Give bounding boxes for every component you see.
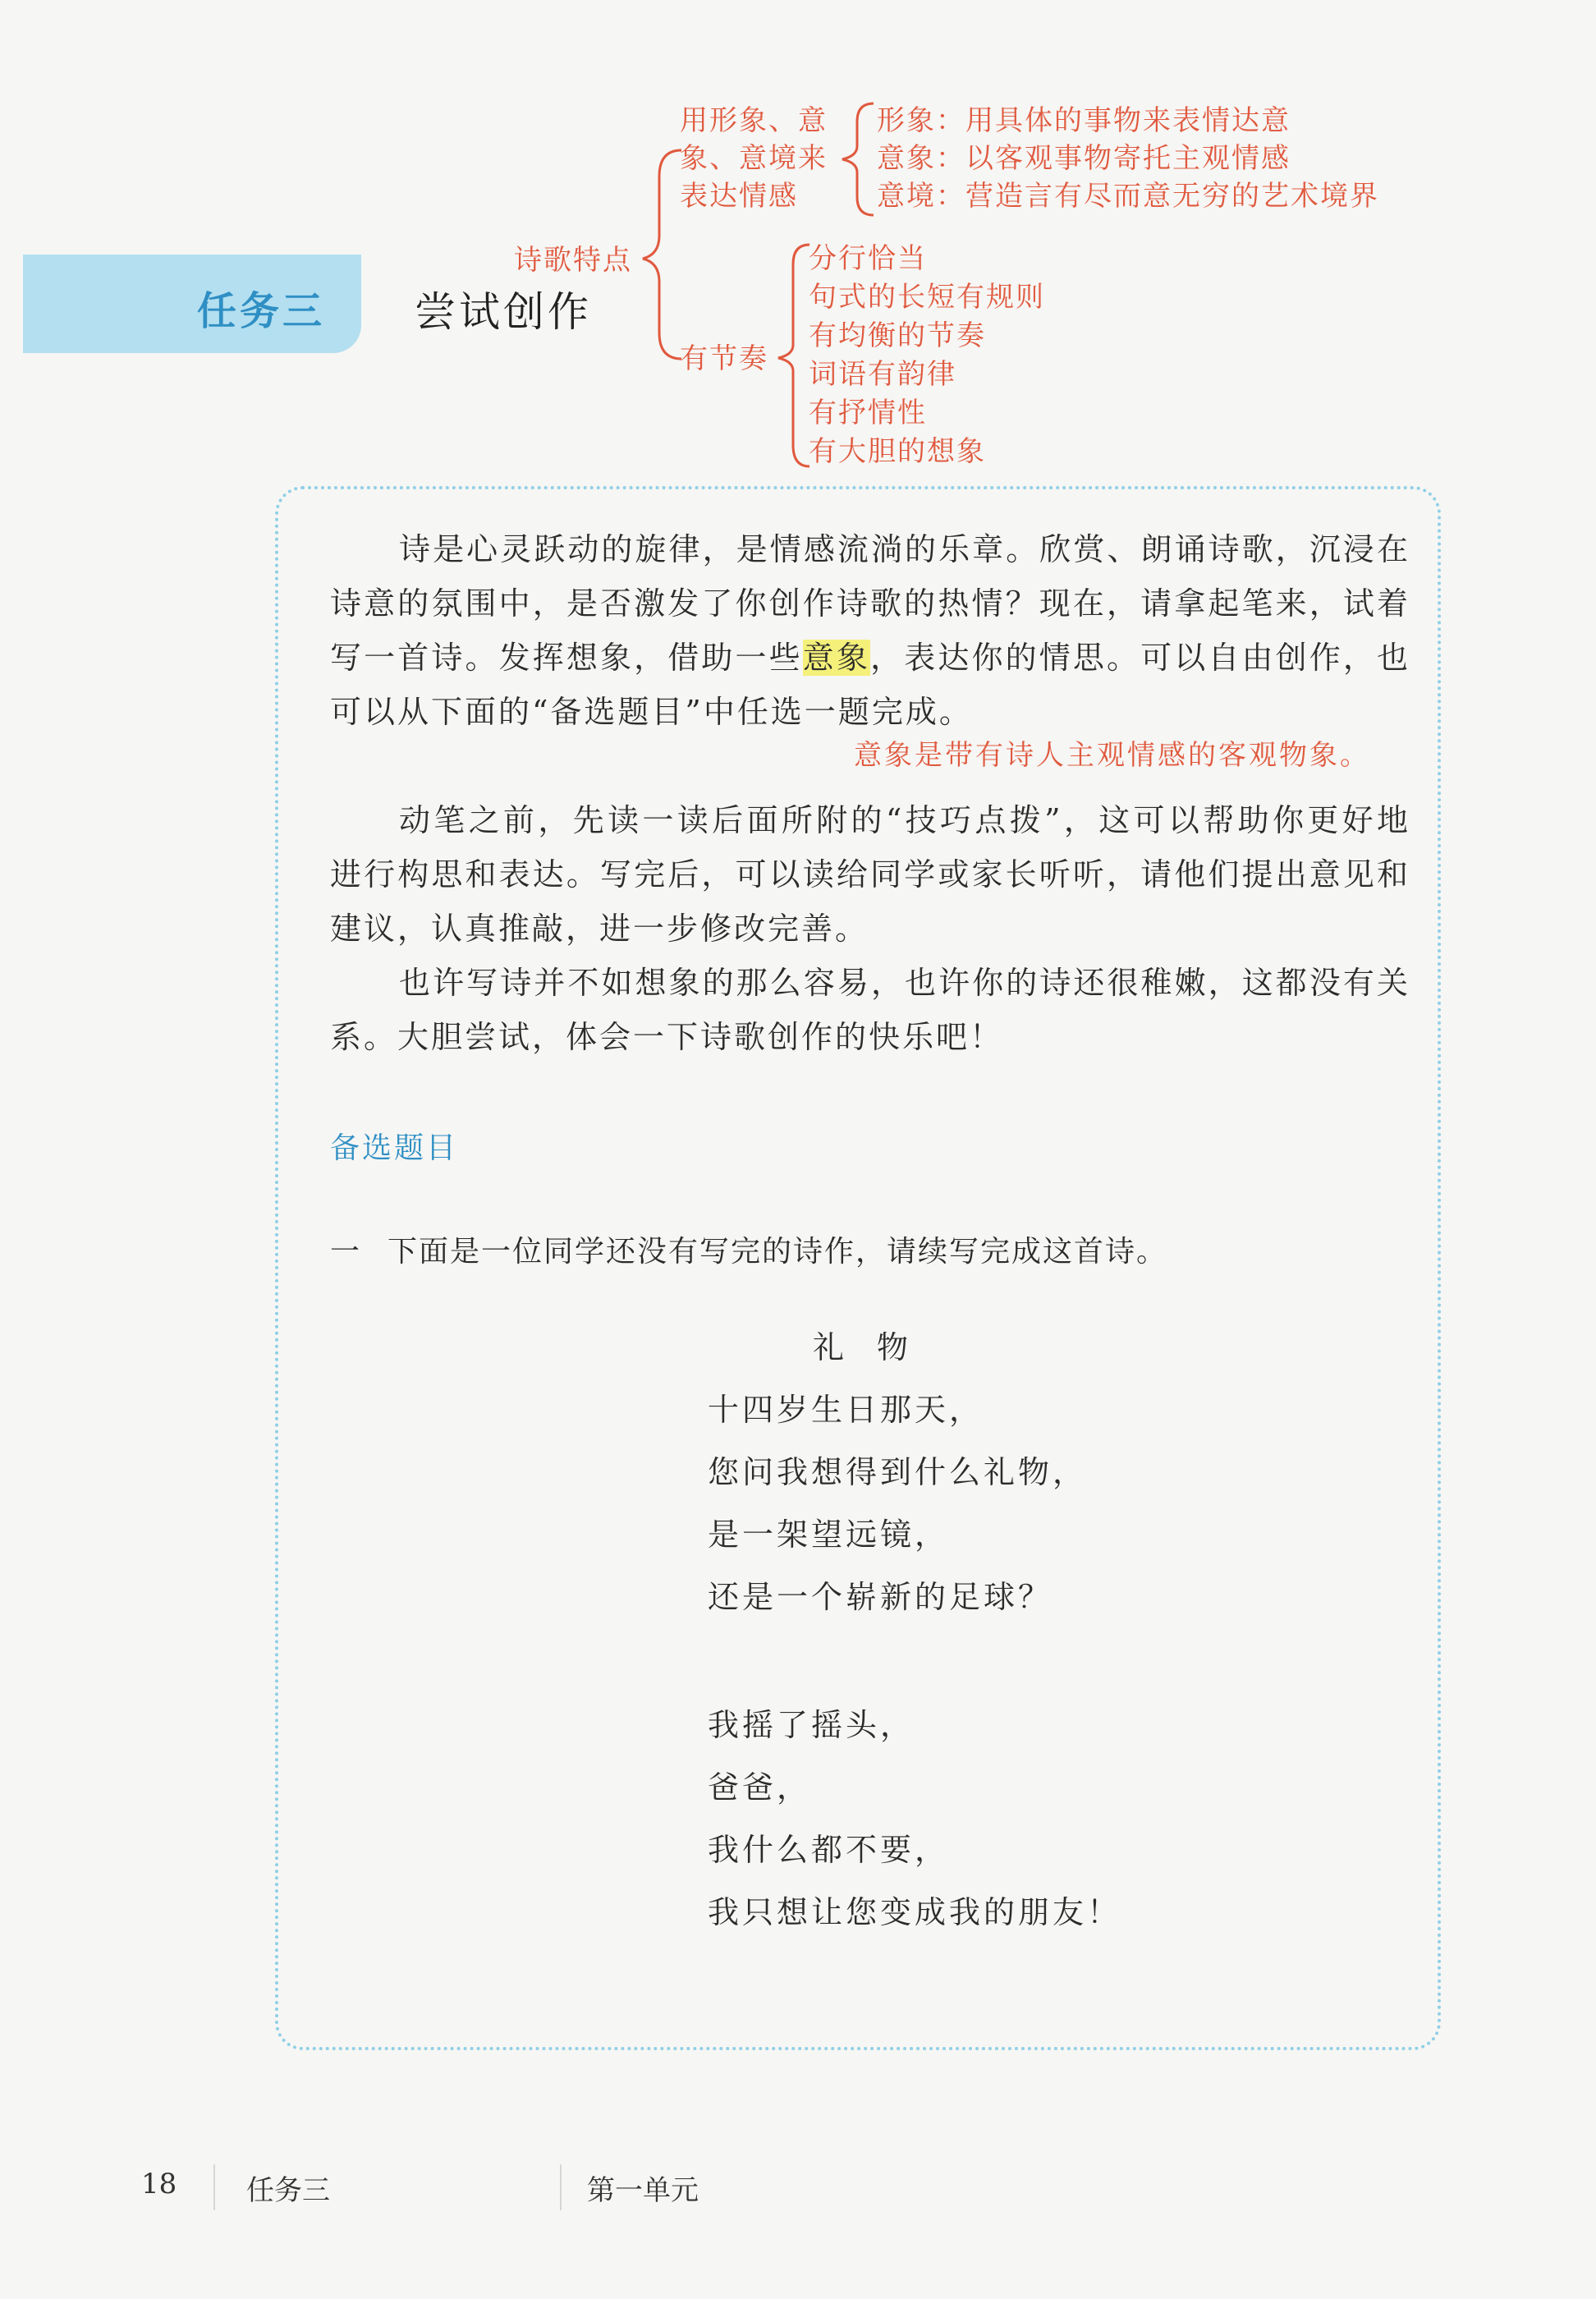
poem-line: 您问我想得到什么礼物， [708,1454,1088,1490]
question-text: 下面是一位同学还没有写完的诗作，请续写完成这首诗。 [388,1235,1168,1269]
annotation-branch1-line3: 表达情感 [680,180,798,213]
annotation-brace-root [636,144,686,365]
annotation-brace-branch2 [772,238,813,472]
footer-task: 任务三 [246,2174,330,2207]
poem-line: 还是一个崭新的足球？ [708,1579,1053,1615]
annotation-branch2-item6: 有大胆的想象 [809,435,986,468]
paragraph-encouragement: 也许写诗并不如想象的那么容易，也许你的诗还很稚嫩，这都没有关系。大胆尝试，体会一下诗歌创作的快乐吧！ [330,965,1410,1055]
poem-line: 是一架望远镜， [708,1517,950,1553]
annotation-branch2-item1: 分行恰当 [809,242,927,275]
footer-divider [213,2164,215,2210]
annotation-branch2-item2: 句式的长短有规则 [809,281,1045,314]
footer-divider [560,2164,562,2210]
page-number: 18 [141,2168,177,2200]
poem-line: 我只想让您变成我的朋友！ [708,1894,1122,1930]
task-title: 尝试创作 [415,288,592,336]
annotation-branch1-line1: 用形象、意 [680,104,828,137]
annotation-branch2-item4: 词语有韵律 [809,358,956,391]
annotation-branch2-item3: 有均衡的节奏 [809,319,986,352]
annotation-branch1-item3: 意境：营造言有尽而意无穷的艺术境界 [877,180,1379,213]
poem-line: 我什么都不要， [708,1832,950,1868]
annotation-branch2-item5: 有抒情性 [809,397,927,429]
paragraph-intro [330,522,1410,739]
annotation-branch1-line2: 象、意境来 [680,142,828,175]
poem-line: 我摇了摇头， [708,1707,915,1743]
highlighted-term: 意象 [802,640,871,676]
annotation-branch2: 有节奏 [680,342,768,375]
annotation-branch1-item2: 意象：以客观事物寄托主观情感 [877,142,1291,175]
annotation-branch1-item1: 形象：用具体的事物来表情达意 [877,104,1291,137]
poem-title: 礼物 [813,1329,942,1365]
paragraph-intro-part2: ，表达你的情思。可以自由创作，也可以从下面的“备选题目”中任选一题完成。 [330,640,1410,730]
annotation-brace-branch1 [836,97,877,220]
paragraph-before-writing: 动笔之前，先读一读后面所附的“技巧点拨”，这可以帮助你更好地进行构思和表达。写完后，可以读给同学或家长听听，请他们提出意见和建议，认真推敲，进一步修改完善。 [330,802,1410,947]
footer-unit: 第一单元 [587,2174,699,2207]
annotation-root: 诗歌特点 [514,244,632,277]
poem-line: 爸爸， [708,1769,812,1806]
section-heading: 备选题目 [330,1131,459,1165]
paragraph-intro-part1: 诗是心灵跃动的旋律，是情感流淌的乐章。欣赏、朗诵诗歌，沉浸在诗意的氛围中，是否激发了你创作诗歌的热情？现在，请拿起笔来，试着写一首诗。发挥想象，借助一些 [330,531,1410,676]
annotation-note: 意象是带有诗人主观情感的客观物象。 [854,739,1370,772]
question-number: 一 [330,1235,360,1269]
poem-line: 十四岁生日那天， [708,1392,984,1428]
task-label: 任务三 [197,288,326,334]
